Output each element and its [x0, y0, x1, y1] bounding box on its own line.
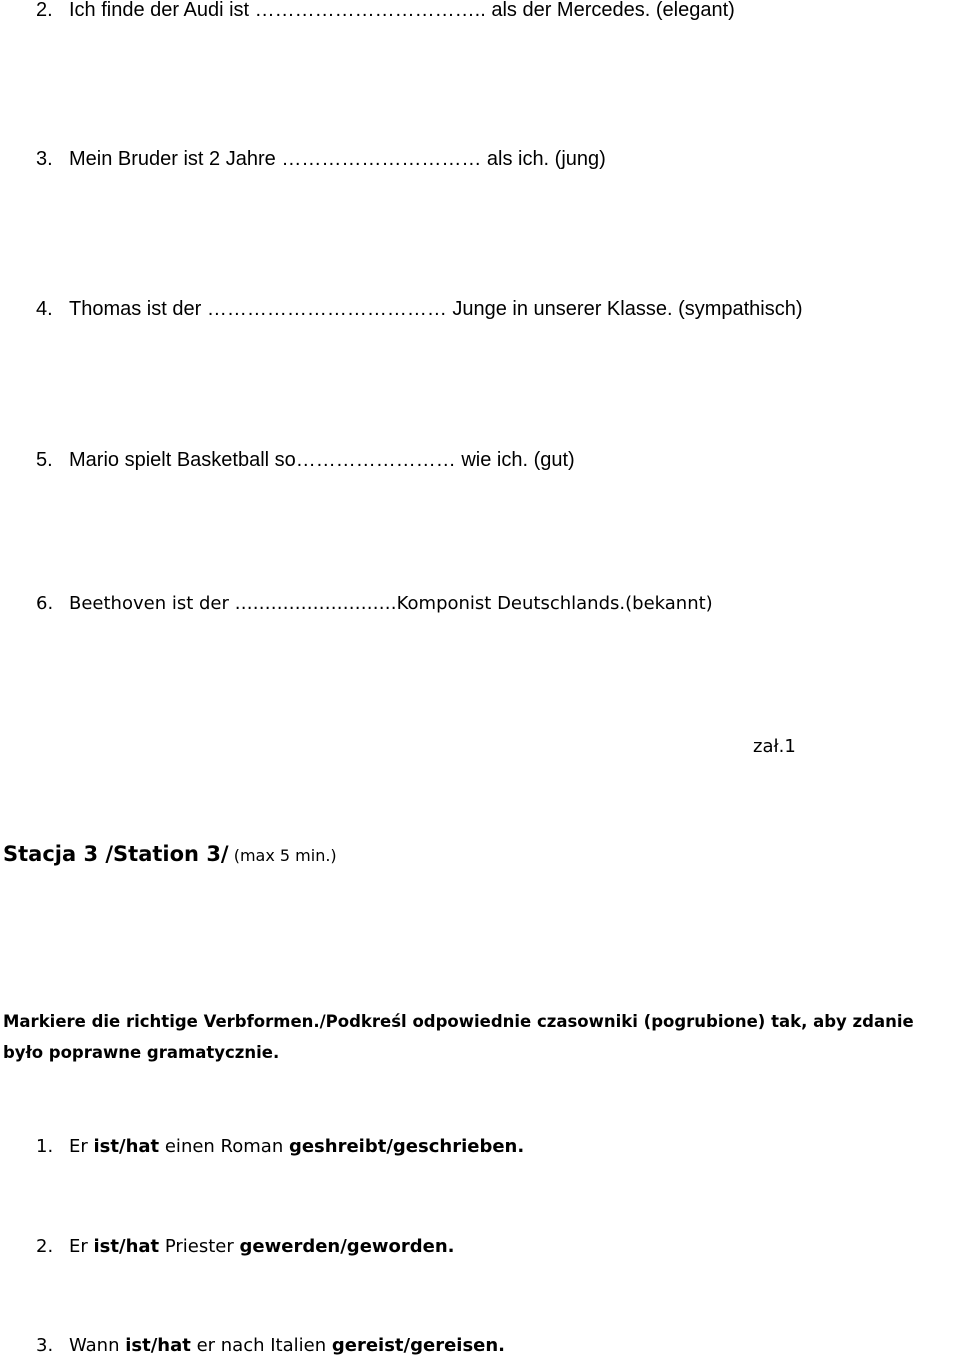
sentence-start: Er [69, 1136, 94, 1157]
exercise-item [0, 0, 960, 24]
verb-form-item [0, 1138, 960, 1162]
item-number: 3. [36, 1335, 54, 1356]
sentence-start: Er [69, 1236, 94, 1257]
item-number: 1. [36, 1136, 54, 1157]
auxiliary-verb-choice: ist/hat [125, 1335, 191, 1356]
sentence-middle: einen Roman [159, 1136, 289, 1157]
instruction-text: Markiere die richtige Verbformen./Podkreśl odpowiednie czasowniki (pogrubione) tak, aby zdanie było poprawne gramatycznie. [3, 1012, 914, 1062]
item-text: Ich finde der Audi ist …………………………….. als der Mercedes. (elegant) [69, 0, 735, 21]
participle-choice: gereist/gereisen. [331, 1335, 506, 1356]
verb-form-item [0, 1238, 960, 1262]
attachment-label: zał.1 [753, 736, 796, 757]
station-title: Stacja 3 /Station 3/ [3, 842, 229, 866]
exercise-item [0, 299, 960, 323]
participle-choice: gewerden/geworden. [239, 1236, 455, 1257]
sentence-middle: er nach Italien [190, 1335, 332, 1356]
verb-form-item [0, 1337, 960, 1360]
auxiliary-verb-choice: ist/hat [93, 1236, 160, 1257]
item-text: Mario spielt Basketball so…………………… wie ich. (gut) [69, 449, 575, 471]
item-number: 5. [36, 449, 53, 471]
item-number: 6. [36, 593, 54, 614]
item-sentence [69, 1238, 455, 1256]
item-number: 4. [36, 298, 53, 320]
item-sentence [69, 1138, 524, 1156]
exercise-item [0, 450, 960, 474]
exercise-item [0, 595, 960, 619]
item-number: 2. [36, 0, 53, 21]
item-text: Beethoven ist der ………………………Komponist Deutschlands.(bekannt) [69, 593, 713, 614]
participle-choice: geshreibt/geschrieben. [288, 1136, 525, 1157]
sentence-start: Wann [69, 1335, 126, 1356]
station-duration: (max 5 min.) [233, 846, 337, 865]
item-text: Mein Bruder ist 2 Jahre ………………………… als ich. (jung) [69, 148, 606, 170]
station-heading [3, 842, 337, 866]
item-number: 2. [36, 1236, 54, 1257]
exercise-item [0, 149, 960, 173]
sentence-middle: Priester [159, 1236, 240, 1257]
item-number: 3. [36, 148, 53, 170]
item-sentence [69, 1337, 505, 1355]
item-text: Thomas ist der ……………………………… Junge in unserer Klasse. (sympathisch) [69, 298, 803, 320]
auxiliary-verb-choice: ist/hat [93, 1136, 160, 1157]
